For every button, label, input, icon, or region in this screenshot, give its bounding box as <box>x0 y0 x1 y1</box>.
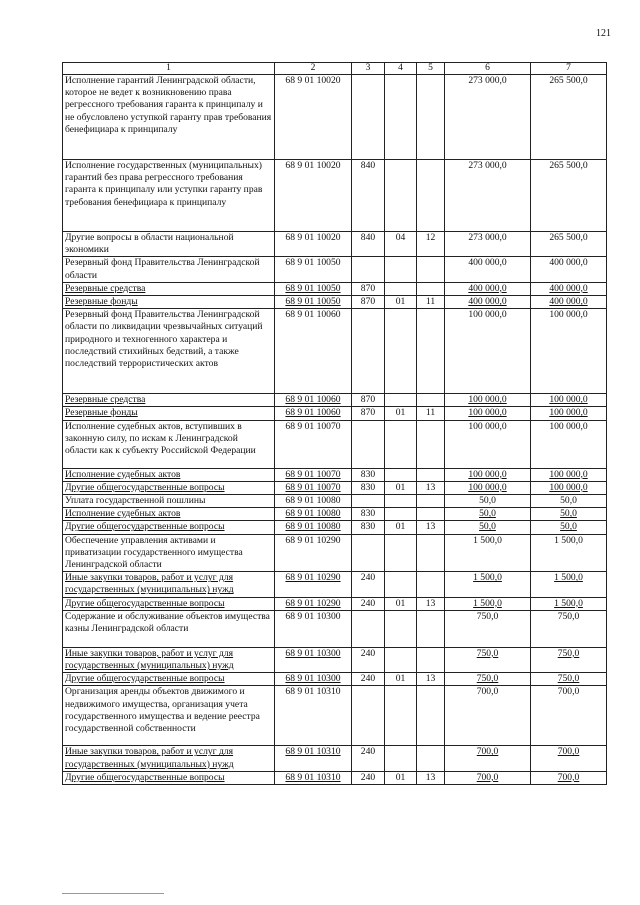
table-row <box>63 495 607 508</box>
row-code: 68 9 01 10310 <box>275 771 352 784</box>
row-expense-type: 240 <box>352 647 385 672</box>
table-row <box>63 407 607 420</box>
header-row <box>63 63 607 75</box>
row-amount-year1: 1 500,0 <box>445 597 531 610</box>
row-section: 01 <box>385 597 417 610</box>
row-expense-type <box>352 309 385 394</box>
table-row <box>63 309 607 394</box>
table-row <box>63 257 607 282</box>
row-amount-year2: 700,0 <box>531 746 607 771</box>
col-header-5: 5 <box>417 63 445 75</box>
row-name: Резервные фонды <box>63 407 275 420</box>
row-code: 68 9 01 10060 <box>275 407 352 420</box>
row-amount-year1: 400 000,0 <box>445 296 531 309</box>
row-name: Другие общегосударственные вопросы <box>63 673 275 686</box>
row-subsection: 13 <box>417 673 445 686</box>
row-amount-year1: 400 000,0 <box>445 257 531 282</box>
row-name: Исполнение государственных (муниципальных) гарантий без права регрессного требования гаранта к принципалу или уступки гаранту прав требования бенефициара к принципалу <box>63 160 275 232</box>
row-amount-year1: 100 000,0 <box>445 309 531 394</box>
row-name: Другие вопросы в области национальной экономики <box>63 232 275 257</box>
row-amount-year1: 50,0 <box>445 508 531 521</box>
row-code: 68 9 01 10300 <box>275 610 352 647</box>
row-section: 01 <box>385 481 417 494</box>
row-subsection: 13 <box>417 481 445 494</box>
row-name: Иные закупки товаров, работ и услуг для государственных (муниципальных) нужд <box>63 647 275 672</box>
row-subsection <box>417 495 445 508</box>
row-code: 68 9 01 10290 <box>275 572 352 597</box>
row-name: Исполнение судебных актов <box>63 468 275 481</box>
row-expense-type: 830 <box>352 481 385 494</box>
row-amount-year2: 100 000,0 <box>531 481 607 494</box>
table-row <box>63 597 607 610</box>
row-amount-year1: 100 000,0 <box>445 394 531 407</box>
row-amount-year1: 700,0 <box>445 746 531 771</box>
row-section <box>385 572 417 597</box>
row-amount-year1: 700,0 <box>445 686 531 746</box>
table-row <box>63 610 607 647</box>
table-row <box>63 481 607 494</box>
row-name: Резервный фонд Правительства Ленинградской области <box>63 257 275 282</box>
row-subsection <box>417 394 445 407</box>
row-subsection <box>417 508 445 521</box>
row-subsection: 13 <box>417 771 445 784</box>
col-header-3: 3 <box>352 63 385 75</box>
row-code: 68 9 01 10060 <box>275 394 352 407</box>
row-expense-type <box>352 495 385 508</box>
row-expense-type: 830 <box>352 468 385 481</box>
row-name: Исполнение судебных актов, вступивших в законную силу, по искам к Ленинградской области как к субъекту Российской Федерации <box>63 420 275 468</box>
row-subsection <box>417 257 445 282</box>
table-row <box>63 647 607 672</box>
row-amount-year1: 750,0 <box>445 647 531 672</box>
row-name: Обеспечение управления активами и приватизации государственного имущества Ленинградской области <box>63 534 275 572</box>
row-section: 01 <box>385 407 417 420</box>
row-amount-year1: 1 500,0 <box>445 534 531 572</box>
table-row <box>63 232 607 257</box>
table-row <box>63 420 607 468</box>
row-expense-type <box>352 257 385 282</box>
row-amount-year2: 400 000,0 <box>531 296 607 309</box>
row-section <box>385 282 417 295</box>
row-expense-type <box>352 610 385 647</box>
row-amount-year1: 400 000,0 <box>445 282 531 295</box>
row-section <box>385 309 417 394</box>
row-amount-year1: 750,0 <box>445 673 531 686</box>
row-expense-type <box>352 534 385 572</box>
row-name: Другие общегосударственные вопросы <box>63 521 275 534</box>
row-section <box>385 257 417 282</box>
table-row <box>63 534 607 572</box>
row-section <box>385 468 417 481</box>
table-row <box>63 160 607 232</box>
row-subsection <box>417 309 445 394</box>
row-name: Исполнение судебных актов <box>63 508 275 521</box>
row-amount-year2: 50,0 <box>531 495 607 508</box>
row-expense-type: 830 <box>352 508 385 521</box>
row-section <box>385 394 417 407</box>
row-amount-year2: 700,0 <box>531 686 607 746</box>
row-section: 01 <box>385 296 417 309</box>
row-name: Резервные средства <box>63 282 275 295</box>
row-subsection <box>417 468 445 481</box>
row-section <box>385 534 417 572</box>
row-section <box>385 495 417 508</box>
row-amount-year1: 273 000,0 <box>445 160 531 232</box>
row-subsection: 11 <box>417 407 445 420</box>
row-expense-type: 240 <box>352 597 385 610</box>
row-amount-year2: 100 000,0 <box>531 420 607 468</box>
row-subsection <box>417 75 445 160</box>
row-code: 68 9 01 10050 <box>275 282 352 295</box>
row-expense-type: 240 <box>352 771 385 784</box>
row-name: Резервный фонд Правительства Ленинградской области по ликвидации чрезвычайных ситуаций природного и техногенного характера и последствий стихийных бедствий, а также последствий террористических актов <box>63 309 275 394</box>
row-code: 68 9 01 10080 <box>275 508 352 521</box>
row-subsection: 12 <box>417 232 445 257</box>
row-amount-year1: 273 000,0 <box>445 75 531 160</box>
row-name: Другие общегосударственные вопросы <box>63 481 275 494</box>
row-code: 68 9 01 10050 <box>275 257 352 282</box>
row-code: 68 9 01 10020 <box>275 232 352 257</box>
table-row <box>63 771 607 784</box>
row-amount-year1: 50,0 <box>445 521 531 534</box>
row-name: Уплата государственной пошлины <box>63 495 275 508</box>
row-name: Иные закупки товаров, работ и услуг для государственных (муниципальных) нужд <box>63 746 275 771</box>
row-amount-year2: 100 000,0 <box>531 468 607 481</box>
row-subsection <box>417 572 445 597</box>
row-amount-year1: 100 000,0 <box>445 481 531 494</box>
row-code: 68 9 01 10300 <box>275 673 352 686</box>
row-name: Иные закупки товаров, работ и услуг для государственных (муниципальных) нужд <box>63 572 275 597</box>
row-subsection: 11 <box>417 296 445 309</box>
row-section: 01 <box>385 771 417 784</box>
row-amount-year1: 100 000,0 <box>445 420 531 468</box>
table-row <box>63 521 607 534</box>
row-code: 68 9 01 10060 <box>275 309 352 394</box>
row-amount-year2: 750,0 <box>531 647 607 672</box>
row-code: 68 9 01 10290 <box>275 597 352 610</box>
row-section: 04 <box>385 232 417 257</box>
table-row <box>63 508 607 521</box>
col-header-7: 7 <box>531 63 607 75</box>
row-amount-year1: 100 000,0 <box>445 407 531 420</box>
row-amount-year2: 100 000,0 <box>531 394 607 407</box>
row-name: Резервные средства <box>63 394 275 407</box>
row-section: 01 <box>385 521 417 534</box>
row-amount-year2: 100 000,0 <box>531 309 607 394</box>
row-section <box>385 508 417 521</box>
row-amount-year1: 700,0 <box>445 771 531 784</box>
row-subsection <box>417 534 445 572</box>
table-row <box>63 394 607 407</box>
footnote-divider <box>62 893 164 894</box>
table-row <box>63 282 607 295</box>
table-row <box>63 746 607 771</box>
row-section <box>385 610 417 647</box>
row-amount-year1: 50,0 <box>445 495 531 508</box>
row-amount-year2: 265 500,0 <box>531 75 607 160</box>
row-code: 68 9 01 10070 <box>275 481 352 494</box>
row-amount-year2: 1 500,0 <box>531 534 607 572</box>
row-code: 68 9 01 10300 <box>275 647 352 672</box>
row-section <box>385 420 417 468</box>
row-code: 68 9 01 10020 <box>275 160 352 232</box>
row-expense-type: 240 <box>352 572 385 597</box>
row-section <box>385 160 417 232</box>
table-row <box>63 572 607 597</box>
table-row <box>63 75 607 160</box>
row-amount-year2: 265 500,0 <box>531 232 607 257</box>
row-amount-year1: 1 500,0 <box>445 572 531 597</box>
row-section: 01 <box>385 673 417 686</box>
row-subsection <box>417 160 445 232</box>
row-subsection <box>417 282 445 295</box>
row-subsection: 13 <box>417 521 445 534</box>
row-expense-type: 870 <box>352 394 385 407</box>
row-name: Организация аренды объектов движимого и недвижимого имущества, организация учета государственного имущества и ведение реестра государственной собственности <box>63 686 275 746</box>
budget-table <box>62 62 607 785</box>
row-code: 68 9 01 10070 <box>275 420 352 468</box>
col-header-6: 6 <box>445 63 531 75</box>
page-number: 121 <box>596 28 611 39</box>
row-expense-type: 830 <box>352 521 385 534</box>
row-section <box>385 746 417 771</box>
row-amount-year2: 700,0 <box>531 771 607 784</box>
col-header-2: 2 <box>275 63 352 75</box>
row-subsection: 13 <box>417 597 445 610</box>
row-amount-year2: 750,0 <box>531 610 607 647</box>
row-amount-year2: 100 000,0 <box>531 407 607 420</box>
row-amount-year2: 265 500,0 <box>531 160 607 232</box>
row-amount-year1: 750,0 <box>445 610 531 647</box>
row-section <box>385 686 417 746</box>
row-name: Другие общегосударственные вопросы <box>63 597 275 610</box>
row-amount-year1: 273 000,0 <box>445 232 531 257</box>
row-code: 68 9 01 10080 <box>275 495 352 508</box>
row-expense-type <box>352 75 385 160</box>
row-amount-year2: 50,0 <box>531 508 607 521</box>
row-subsection <box>417 610 445 647</box>
row-code: 68 9 01 10080 <box>275 521 352 534</box>
row-name: Резервные фонды <box>63 296 275 309</box>
row-amount-year2: 400 000,0 <box>531 257 607 282</box>
row-expense-type: 840 <box>352 232 385 257</box>
row-name: Содержание и обслуживание объектов имущества казны Ленинградской области <box>63 610 275 647</box>
row-amount-year2: 50,0 <box>531 521 607 534</box>
row-subsection <box>417 420 445 468</box>
row-code: 68 9 01 10050 <box>275 296 352 309</box>
row-amount-year2: 1 500,0 <box>531 572 607 597</box>
col-header-1: 1 <box>63 63 275 75</box>
table-row <box>63 686 607 746</box>
row-code: 68 9 01 10310 <box>275 746 352 771</box>
row-expense-type: 240 <box>352 673 385 686</box>
row-expense-type <box>352 420 385 468</box>
row-expense-type: 870 <box>352 296 385 309</box>
table-row <box>63 673 607 686</box>
row-expense-type: 870 <box>352 282 385 295</box>
row-name: Другие общегосударственные вопросы <box>63 771 275 784</box>
table-row <box>63 296 607 309</box>
row-name: Исполнение гарантий Ленинградской области, которое не ведет к возникновению права регрессного требования гаранта к принципалу и не обусловлено уступкой гаранту прав требования бенефициара к принципалу <box>63 75 275 160</box>
row-subsection <box>417 686 445 746</box>
row-section <box>385 647 417 672</box>
row-section <box>385 75 417 160</box>
row-code: 68 9 01 10290 <box>275 534 352 572</box>
row-code: 68 9 01 10310 <box>275 686 352 746</box>
row-expense-type: 840 <box>352 160 385 232</box>
row-code: 68 9 01 10070 <box>275 468 352 481</box>
row-amount-year2: 750,0 <box>531 673 607 686</box>
table-row <box>63 468 607 481</box>
row-amount-year2: 1 500,0 <box>531 597 607 610</box>
row-code: 68 9 01 10020 <box>275 75 352 160</box>
row-subsection <box>417 746 445 771</box>
row-amount-year2: 400 000,0 <box>531 282 607 295</box>
row-subsection <box>417 647 445 672</box>
row-amount-year1: 100 000,0 <box>445 468 531 481</box>
row-expense-type <box>352 686 385 746</box>
col-header-4: 4 <box>385 63 417 75</box>
row-expense-type: 240 <box>352 746 385 771</box>
row-expense-type: 870 <box>352 407 385 420</box>
